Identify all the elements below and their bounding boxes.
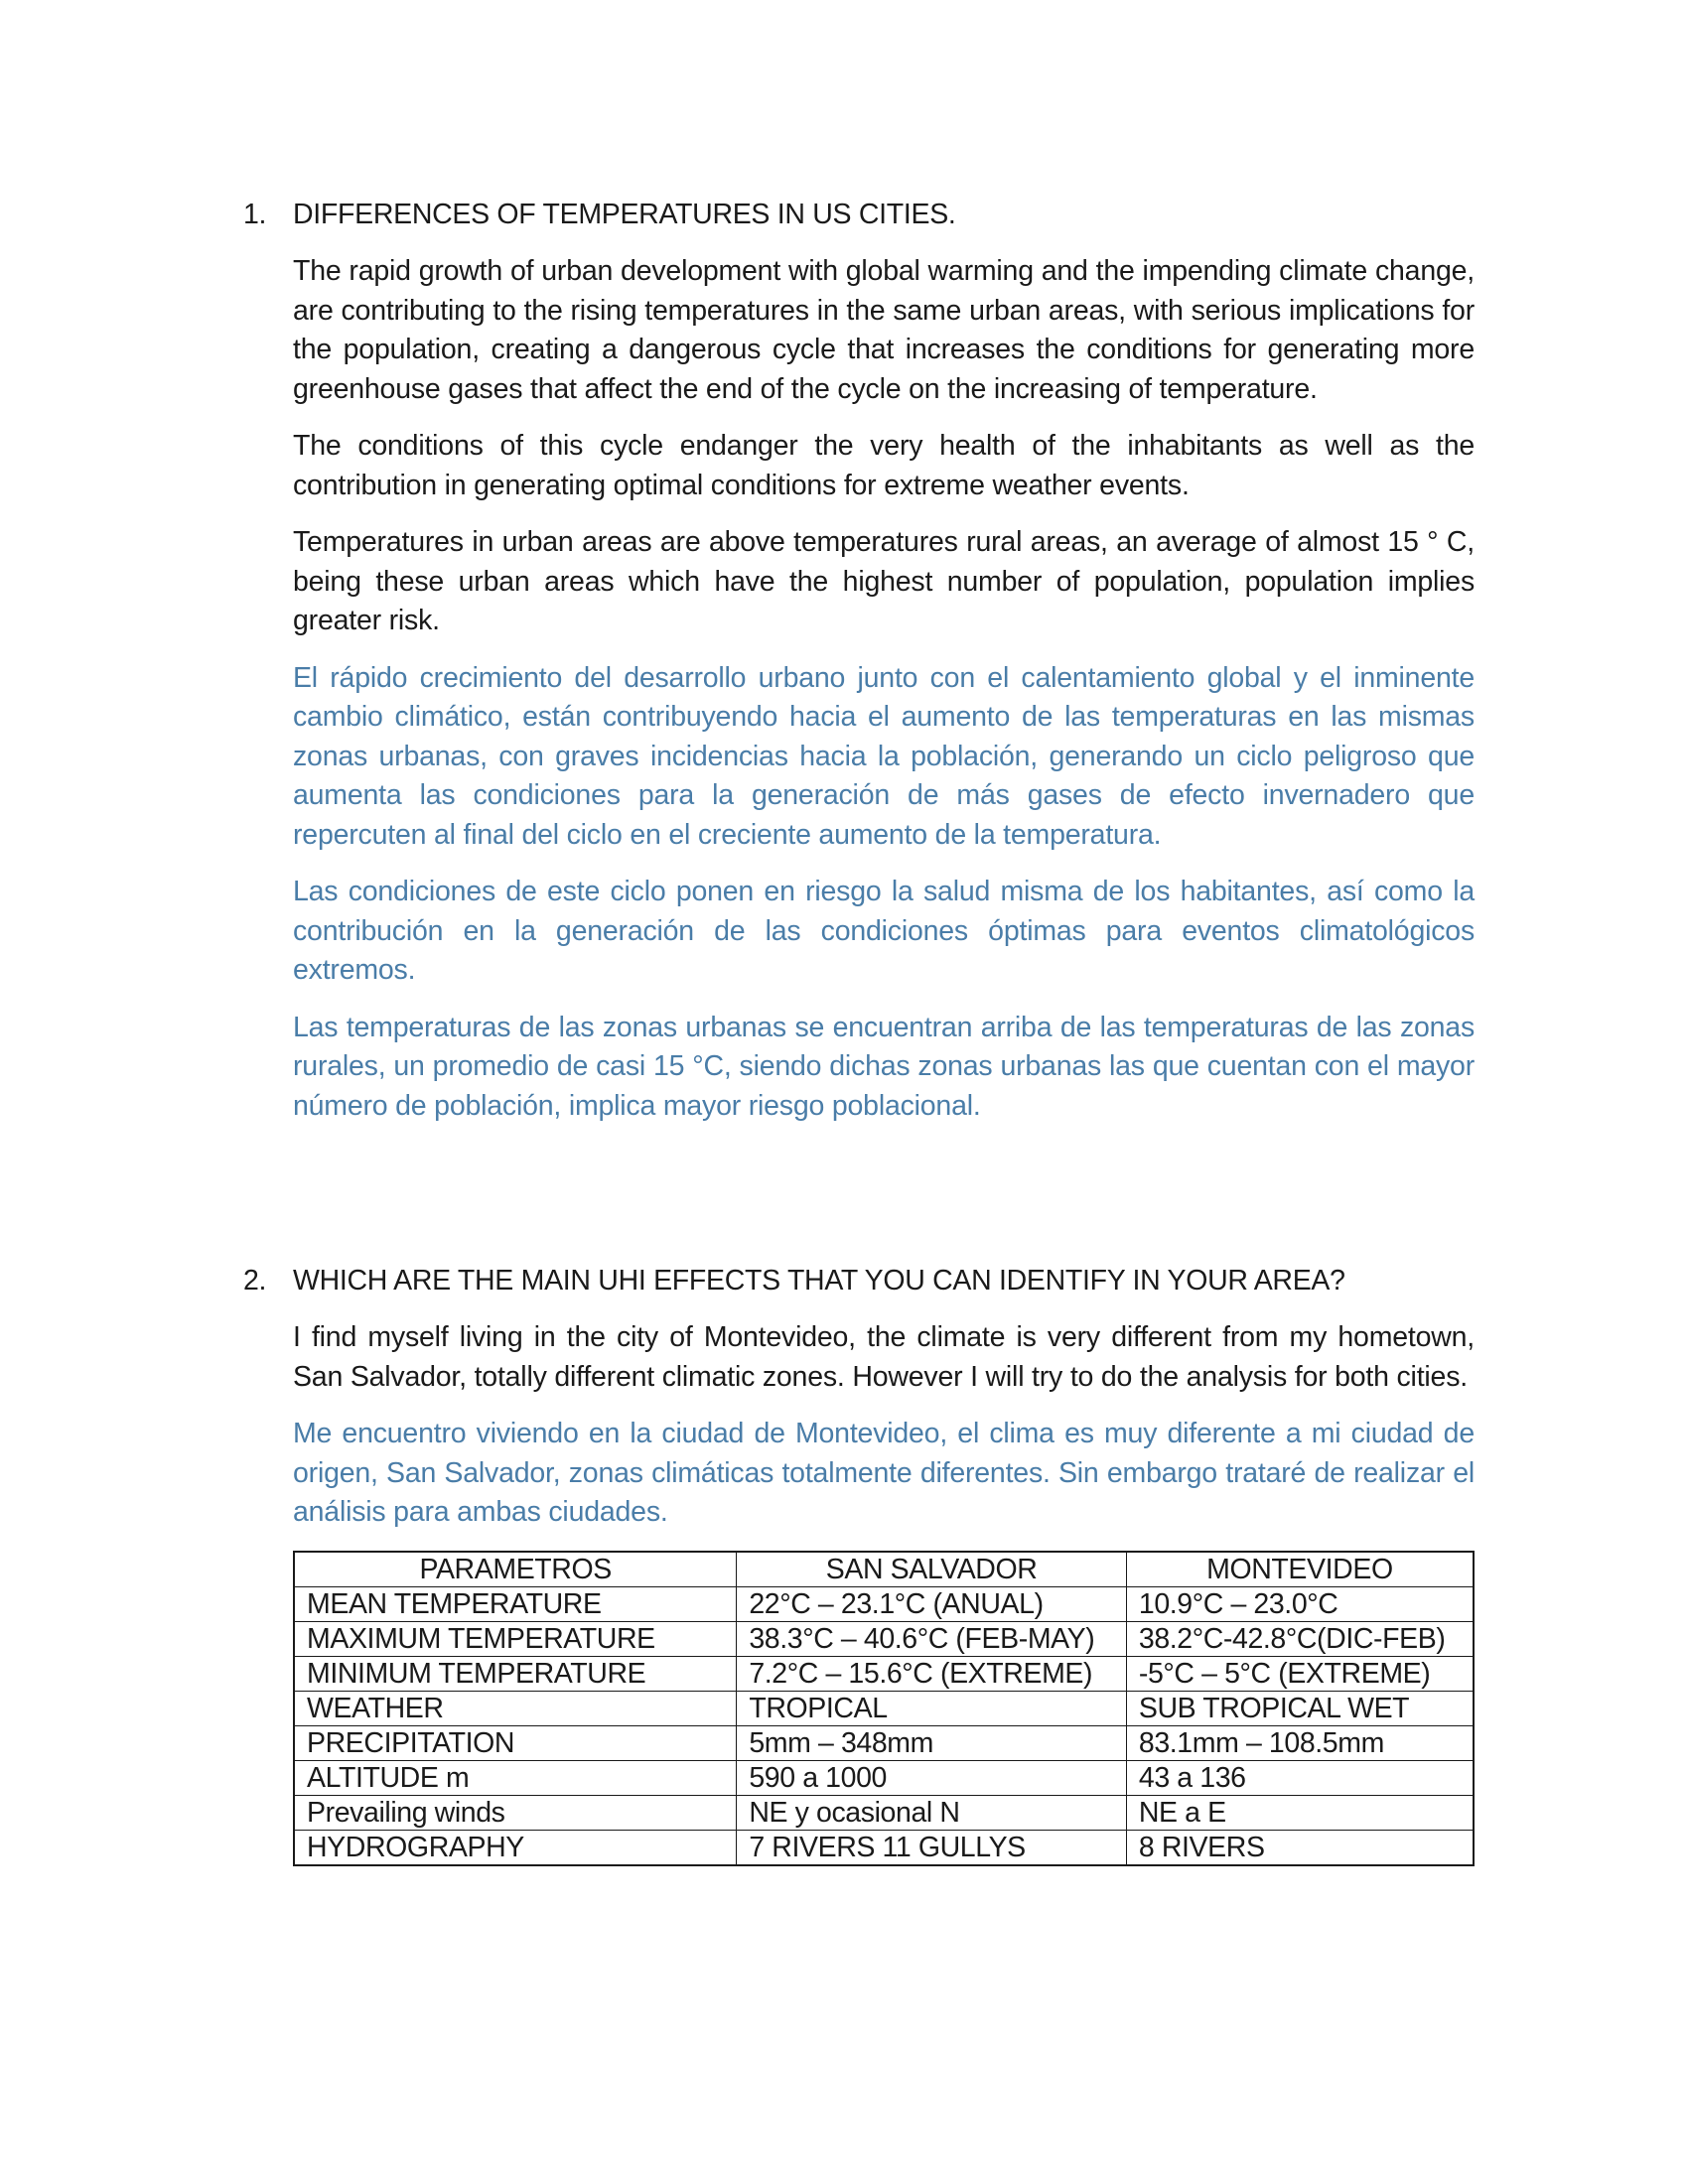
table-cell: 8 RIVERS xyxy=(1126,1830,1474,1865)
table-cell: MEAN TEMPERATURE xyxy=(294,1586,737,1621)
table-cell: -5°C – 5°C (EXTREME) xyxy=(1126,1656,1474,1691)
table-cell: 38.2°C-42.8°C(DIC-FEB) xyxy=(1126,1621,1474,1656)
table-cell: TROPICAL xyxy=(737,1691,1127,1725)
table-cell: 7 RIVERS 11 GULLYS xyxy=(737,1830,1127,1865)
paragraph-en-2: The conditions of this cycle endanger the very health of the inhabitants as well as the contribution in generating optimal conditions for extreme weather events. xyxy=(293,430,1475,501)
table-row xyxy=(294,1725,1474,1760)
table-cell: 5mm – 348mm xyxy=(737,1725,1127,1760)
table-header-row xyxy=(294,1552,1474,1587)
table-cell: HYDROGRAPHY xyxy=(294,1830,737,1865)
section-title: DIFFERENCES OF TEMPERATURES IN US CITIES. xyxy=(293,199,956,230)
table-row xyxy=(294,1830,1474,1865)
table-cell: NE a E xyxy=(1126,1795,1474,1830)
table-row xyxy=(294,1760,1474,1795)
paragraph-es-1: El rápido crecimiento del desarrollo urbano junto con el calentamiento global y el inminente cambio climático, están contribuyendo hacia el aumento de las temperaturas en las mismas zonas urbanas, con graves incidencias hacia la población, generando un ciclo peligroso que aumenta las condiciones para la generación de más gases de efecto invernadero que repercuten al final del ciclo en el creciente aumento de la temperatura. xyxy=(293,661,1475,851)
table-cell: MINIMUM TEMPERATURE xyxy=(294,1656,737,1691)
table-cell: PRECIPITATION xyxy=(294,1725,737,1760)
table-header-cell: MONTEVIDEO xyxy=(1126,1552,1474,1587)
section-number: 2. xyxy=(243,1265,267,1297)
table-cell: 38.3°C – 40.6°C (FEB-MAY) xyxy=(737,1621,1127,1656)
paragraph-en-3: Temperatures in urban areas are above temperatures rural areas, an average of almost 15 ° C, being these urban areas which have the highest number of population, population implies greater risk. xyxy=(293,526,1475,636)
table-cell: 43 a 136 xyxy=(1126,1760,1474,1795)
paragraph-es: Me encuentro viviendo en la ciudad de Montevideo, el clima es muy diferente a mi ciudad de origen, San Salvador, zonas climáticas totalmente diferentes. Sin embargo trataré de realizar el análisis para ambas ciudades. xyxy=(293,1418,1475,1528)
paragraph-es-3: Las temperaturas de las zonas urbanas se encuentran arriba de las temperaturas de las zonas rurales, un promedio de casi 15 °C, siendo dichas zonas urbanas las que cuentan con el mayor número de población, implica mayor riesgo poblacional. xyxy=(293,1011,1475,1122)
table-row xyxy=(294,1586,1474,1621)
table-header-cell: SAN SALVADOR xyxy=(737,1552,1127,1587)
table-cell: 22°C – 23.1°C (ANUAL) xyxy=(737,1586,1127,1621)
parameters-table xyxy=(293,1551,1475,1866)
table-cell: 7.2°C – 15.6°C (EXTREME) xyxy=(737,1656,1127,1691)
paragraph-es-2: Las condiciones de este ciclo ponen en riesgo la salud misma de los habitantes, así como la contribución en la generación de las condiciones óptimas para eventos climatológicos extremos. xyxy=(293,876,1475,986)
section-heading xyxy=(243,195,1475,234)
table-row xyxy=(294,1656,1474,1691)
table-cell: Prevailing winds xyxy=(294,1795,737,1830)
table-cell: MAXIMUM TEMPERATURE xyxy=(294,1621,737,1656)
table-cell: 10.9°C – 23.0°C xyxy=(1126,1586,1474,1621)
table-row xyxy=(294,1795,1474,1830)
section-heading xyxy=(243,1261,1475,1300)
table-cell: ALTITUDE m xyxy=(294,1760,737,1795)
table-cell: 590 a 1000 xyxy=(737,1760,1127,1795)
section-temperature-differences xyxy=(243,195,1475,1144)
table-cell: NE y ocasional N xyxy=(737,1795,1127,1830)
table-header-cell: PARAMETROS xyxy=(294,1552,737,1587)
paragraph-en-1: The rapid growth of urban development with global warming and the impending climate change, are contributing to the rising temperatures in the same urban areas, with serious implications for the population, creating a dangerous cycle that increases the conditions for generating more greenhouse gases that affect the end of the cycle on the increasing of temperature. xyxy=(293,255,1475,405)
table-cell: SUB TROPICAL WET xyxy=(1126,1691,1474,1725)
section-title: WHICH ARE THE MAIN UHI EFFECTS THAT YOU CAN IDENTIFY IN YOUR AREA? xyxy=(293,1265,1345,1297)
section-number: 1. xyxy=(243,199,267,230)
paragraph-en: I find myself living in the city of Montevideo, the climate is very different from my hometown, San Salvador, totally different climatic zones. However I will try to do the analysis for both cities. xyxy=(293,1321,1475,1393)
section-uhi-effects xyxy=(243,1261,1475,1866)
table-cell: 83.1mm – 108.5mm xyxy=(1126,1725,1474,1760)
table-row xyxy=(294,1691,1474,1725)
table-cell: WEATHER xyxy=(294,1691,737,1725)
table-row xyxy=(294,1621,1474,1656)
